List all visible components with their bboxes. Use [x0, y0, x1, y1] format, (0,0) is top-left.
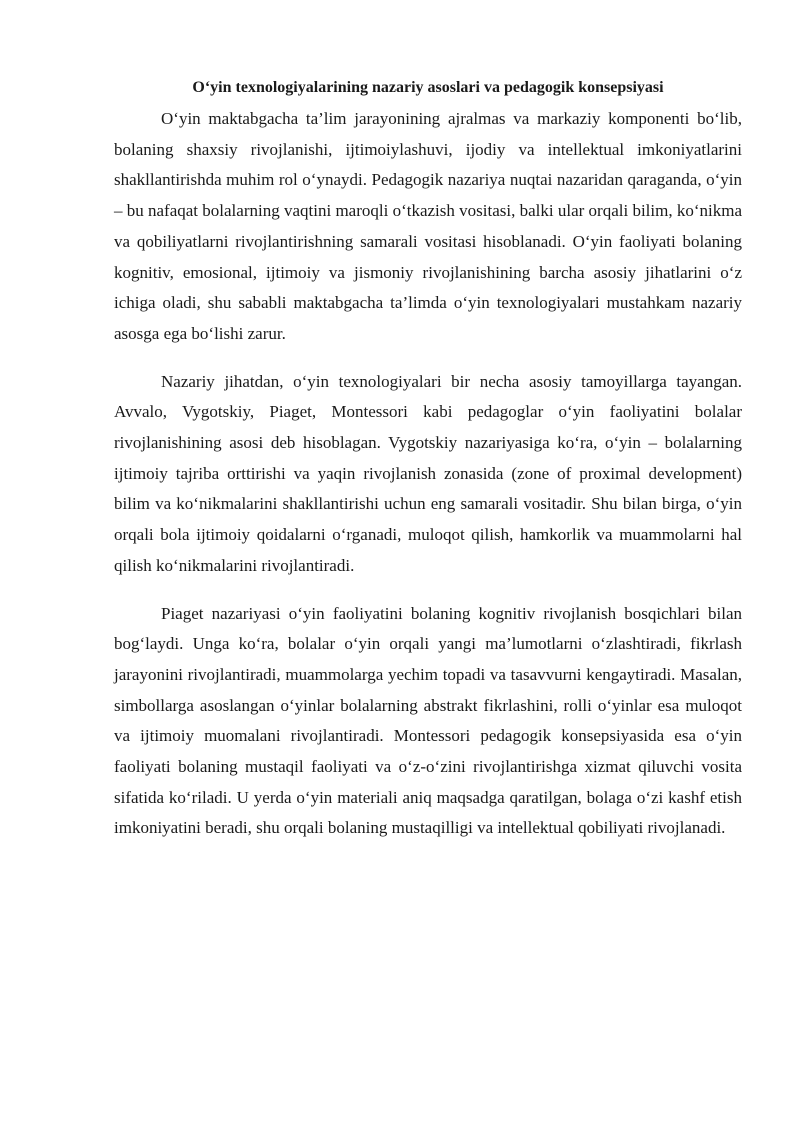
paragraph-3: Piaget nazariyasi o‘yin faoliyatini bolaning kognitiv rivojlanish bosqichlari bilan bog‘laydi. Unga ko‘ra, bolalar o‘yin orqali yangi ma’lumotlarni o‘zlashtiradi, fikrlash jarayonini rivojlantiradi, muammolarga yechim topadi va tasavvurni kengaytiradi. Masalan, simbollarga asoslangan o‘yinlar bolalarning abstrakt fikrlashini, rolli o‘yinlar esa muloqot va ijtimoiy muomalani rivojlantiradi. Montessori pedagogik konsepsiyasida esa o‘yin faoliyati bolaning mustaqil faoliyati va o‘z-o‘zini rivojlantirishga xizmat qiluvchi vosita sifatida ko‘riladi. U yerda o‘yin materiali aniq maqsadga qaratilgan, bolaga o‘zi kashf etish imkoniyatini beradi, shu orqali bolaning mustaqilligi va intellektual qobiliyati rivojlanadi.: [114, 603, 742, 838]
document-title: O‘yin texnologiyalarining nazariy asoslari va pedagogik konsepsiyasi: [192, 79, 664, 96]
paragraph-2: Nazariy jihatdan, o‘yin texnologiyalari bir necha asosiy tamoyillarga tayangan. Avvalo, Vygotskiy, Piaget, Montessori kabi pedagoglar o‘yin faoliyatini bolalar rivojlanishining asosi deb hisoblagan. Vygotskiy nazariyasiga ko‘ra, o‘yin – bolalarning ijtimoiy tajriba orttirishi va yaqin rivojlanish zonasida (zone of proximal development) bilim va ko‘nikmalarini shakllantirishi uchun eng samarali vositadir. Shu bilan birga, o‘yin orqali bola ijtimoiy qoidalarni o‘rganadi, muloqot qilish, hamkorlik va muammolarni hal qilish ko‘nikmalarini rivojlantiradi.: [114, 371, 742, 575]
document-page: [114, 72, 742, 861]
paragraph-1: O‘yin maktabgacha ta’lim jarayonining ajralmas va markaziy komponenti bo‘lib, bolaning shaxsiy rivojlanishi, ijtimoiylashuvi, ijodiy va intellektual imkoniyatlarini shakllantirishda muhim rol o‘ynaydi. Pedagogik nazariya nuqtai nazaridan qaraganda, o‘yin – bu nafaqat bolalarning vaqtini maroqli o‘tkazish vositasi, balki ular orqali bilim, ko‘nikma va qobiliyatlarni rivojlantirishning samarali vositasi hisoblanadi. O‘yin faoliyati bolaning kognitiv, emosional, ijtimoiy va jismoniy rivojlanishining barcha asosiy jihatlarini o‘z ichiga oladi, shu sababli maktabgacha ta’limda o‘yin texnologiyalari mustahkam nazariy asosga ega bo‘lishi zarur.: [114, 109, 742, 343]
